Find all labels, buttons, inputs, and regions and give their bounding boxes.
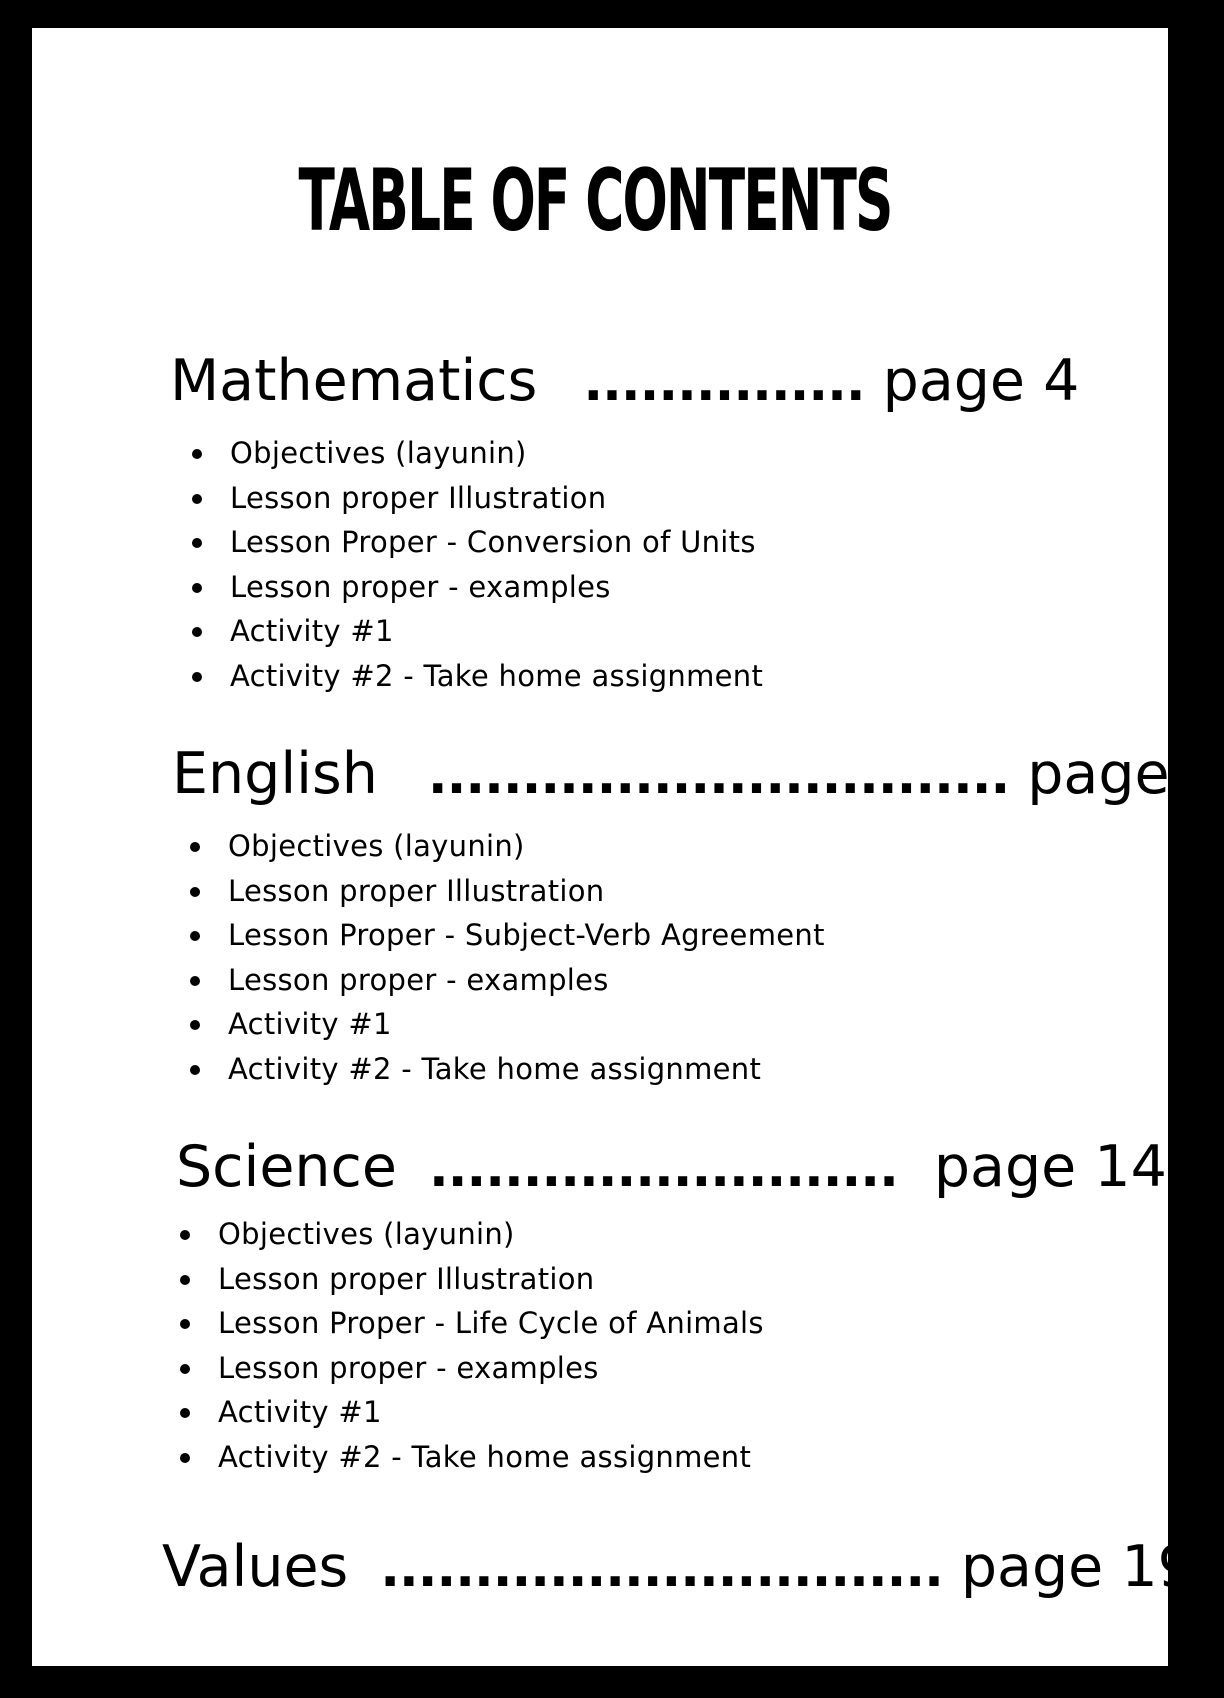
section-items-english bbox=[180, 824, 825, 1091]
list-item: Lesson proper - examples bbox=[180, 958, 825, 1003]
list-item: Lesson Proper - Subject-Verb Agreement bbox=[180, 913, 825, 958]
page-number: page 19 bbox=[960, 1534, 1194, 1600]
page-title: TABLE OF CONTENTS bbox=[298, 151, 892, 251]
list-item: Objectives (layunin) bbox=[180, 824, 825, 869]
list-item: Lesson Proper - Conversion of Units bbox=[182, 520, 763, 565]
list-item: Activity #2 - Take home assignment bbox=[182, 654, 763, 699]
list-item: Activity #2 - Take home assignment bbox=[170, 1435, 764, 1480]
list-item: Lesson proper Illustration bbox=[170, 1257, 764, 1302]
page-number: page 4 bbox=[882, 348, 1080, 414]
dot-leader: ......................... bbox=[428, 1139, 898, 1199]
list-item: Activity #2 - Take home assignment bbox=[180, 1047, 825, 1092]
section-heading-values bbox=[162, 1534, 1194, 1600]
list-item: Objectives (layunin) bbox=[182, 431, 763, 476]
section-items-mathematics bbox=[182, 431, 763, 698]
section-items-science bbox=[170, 1212, 764, 1479]
section-heading-mathematics bbox=[170, 348, 1080, 414]
dot-leader: .............................. bbox=[380, 1539, 943, 1599]
section-name: English bbox=[172, 741, 378, 807]
section-name: Mathematics bbox=[170, 348, 538, 414]
page-number: page 14 bbox=[933, 1134, 1167, 1200]
section-name: Values bbox=[162, 1534, 349, 1600]
section-heading-english bbox=[172, 741, 1224, 807]
section-name: Science bbox=[176, 1134, 397, 1200]
list-item: Activity #1 bbox=[170, 1390, 764, 1435]
list-item: Lesson proper - examples bbox=[170, 1346, 764, 1391]
list-item: Lesson Proper - Life Cycle of Animals bbox=[170, 1301, 764, 1346]
document-page bbox=[32, 28, 1224, 1666]
list-item: Activity #1 bbox=[182, 609, 763, 654]
list-item: Activity #1 bbox=[180, 1002, 825, 1047]
list-item: Objectives (layunin) bbox=[170, 1212, 764, 1257]
list-item: Lesson proper Illustration bbox=[182, 476, 763, 521]
page-number: page 9 bbox=[1027, 741, 1224, 807]
dot-leader: ............................... bbox=[427, 746, 1010, 806]
section-heading-science bbox=[176, 1134, 1167, 1200]
list-item: Lesson proper - examples bbox=[182, 565, 763, 610]
list-item: Lesson proper Illustration bbox=[180, 869, 825, 914]
dot-leader: ............... bbox=[583, 353, 865, 413]
